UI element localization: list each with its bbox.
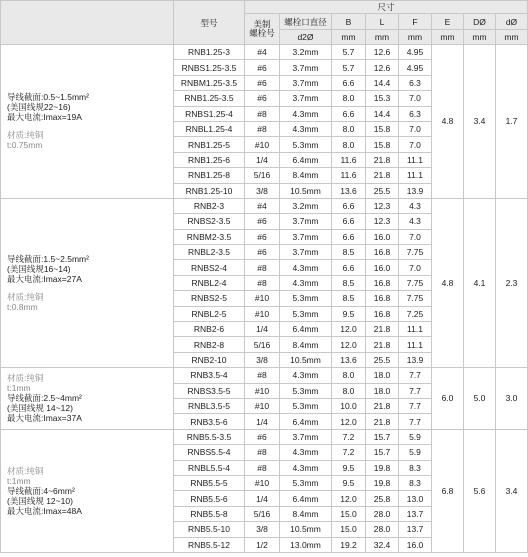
cell-L: 15.3: [366, 91, 399, 106]
cell-model: RNBL3.5-5: [174, 398, 245, 413]
cell-L: 25.8: [366, 491, 399, 506]
header-d: dØ: [496, 14, 528, 30]
cell-L: 16.8: [366, 306, 399, 321]
cell-L: 12.3: [366, 198, 399, 213]
cell-L: 16.8: [366, 291, 399, 306]
cell-L: 16.8: [366, 275, 399, 290]
cell-screw: #8: [245, 106, 280, 121]
cell-B: 12.0: [332, 337, 366, 352]
cell-F: 11.1: [399, 168, 432, 183]
cell-d2: 4.3mm: [280, 445, 332, 460]
cell-L: 14.4: [366, 75, 399, 90]
cell-F: 13.9: [399, 352, 432, 367]
cell-L: 28.0: [366, 522, 399, 537]
cell-d2: 3.7mm: [280, 91, 332, 106]
cell-screw: #10: [245, 475, 280, 490]
cell-d2: 5.3mm: [280, 475, 332, 490]
group-note-line: t:0.8mm: [7, 302, 38, 313]
header-E: E: [432, 14, 464, 30]
cell-screw: 1/4: [245, 491, 280, 506]
cell-d2: 8.4mm: [280, 168, 332, 183]
cell-d2: 6.4mm: [280, 322, 332, 337]
cell-L: 21.8: [366, 152, 399, 167]
cell-d2: 4.3mm: [280, 106, 332, 121]
cell-F: 8.3: [399, 460, 432, 475]
group-note-line: 材质:纯铜: [7, 130, 44, 141]
header-F: F: [399, 14, 432, 30]
group-note-line: t:1mm: [7, 383, 31, 394]
group-note-line: (美国线规 14~12): [7, 403, 73, 414]
cell-model: RNB1.25-10: [174, 183, 245, 198]
cell-F: 4.95: [399, 60, 432, 75]
cell-d2: 10.5mm: [280, 522, 332, 537]
cell-screw: #6: [245, 229, 280, 244]
header-dimensions: 尺寸: [245, 1, 528, 14]
cell-d2: 13.0mm: [280, 537, 332, 552]
cell-screw: #10: [245, 383, 280, 398]
cell-D-shared: 5.0: [464, 368, 496, 430]
cell-model: RNB2-6: [174, 322, 245, 337]
cell-d2: 3.2mm: [280, 198, 332, 213]
cell-E-shared: 6.0: [432, 368, 464, 430]
cell-F: 6.3: [399, 75, 432, 90]
cell-model: RNBS3.5-5: [174, 383, 245, 398]
cell-model: RNB5.5-6: [174, 491, 245, 506]
cell-F: 7.0: [399, 121, 432, 136]
cell-B: 6.6: [332, 260, 366, 275]
group-note-line: (美国线规 12~10): [7, 495, 73, 506]
cell-B: 12.0: [332, 322, 366, 337]
cell-model: RNB5.5-8: [174, 506, 245, 521]
cell-L: 15.7: [366, 429, 399, 444]
cell-screw: 5/16: [245, 506, 280, 521]
cell-B: 8.0: [332, 91, 366, 106]
group-note-line: 导线截面:0.5~1.5mm²: [7, 92, 89, 103]
cell-model: RNB2-8: [174, 337, 245, 352]
cell-B: 11.6: [332, 168, 366, 183]
cell-D-shared: 3.4: [464, 45, 496, 199]
cell-model: RNB5.5-12: [174, 537, 245, 552]
cell-model: RNBL2-3.5: [174, 245, 245, 260]
cell-F: 7.0: [399, 91, 432, 106]
group-notes: [1, 368, 174, 430]
cell-F: 11.1: [399, 322, 432, 337]
cell-model: RNB1.25-3.5: [174, 91, 245, 106]
cell-screw: #6: [245, 245, 280, 260]
cell-B: 8.0: [332, 137, 366, 152]
cell-d2: 10.5mm: [280, 352, 332, 367]
cell-B: 6.6: [332, 214, 366, 229]
cell-E-shared: 4.8: [432, 45, 464, 199]
cell-B: 10.0: [332, 398, 366, 413]
cell-screw: #8: [245, 460, 280, 475]
cell-screw: 5/16: [245, 168, 280, 183]
cell-B: 13.6: [332, 183, 366, 198]
cell-model: RNBL5.5-4: [174, 460, 245, 475]
group-note-line: 导线截面:2.5~4mm²: [7, 393, 82, 404]
cell-B: 6.6: [332, 106, 366, 121]
table-body: [1, 45, 528, 553]
cell-model: RNBS1.25-3.5: [174, 60, 245, 75]
cell-screw: #8: [245, 445, 280, 460]
cell-B: 6.6: [332, 229, 366, 244]
cell-B: 5.7: [332, 45, 366, 60]
table-header: [1, 1, 528, 45]
cell-model: RNB3.5-4: [174, 368, 245, 383]
group-notes: [1, 45, 174, 199]
cell-F: 7.0: [399, 229, 432, 244]
cell-model: RNBL2-5: [174, 306, 245, 321]
cell-E-shared: 4.8: [432, 198, 464, 367]
cell-d2: 3.7mm: [280, 214, 332, 229]
cell-d2: 3.7mm: [280, 60, 332, 75]
cell-B: 9.5: [332, 460, 366, 475]
header-blank: [1, 1, 174, 45]
cell-L: 21.8: [366, 337, 399, 352]
cell-L: 18.0: [366, 368, 399, 383]
cell-L: 15.8: [366, 121, 399, 136]
unit-d: mm: [496, 30, 528, 45]
cell-screw: 1/4: [245, 414, 280, 429]
group-note-line: 最大电流:Imax=37A: [7, 413, 82, 424]
cell-d-shared: 1.7: [496, 45, 528, 199]
cell-screw: #4: [245, 45, 280, 60]
cell-L: 15.8: [366, 137, 399, 152]
header-B: B: [332, 14, 366, 30]
cell-F: 7.0: [399, 260, 432, 275]
cell-F: 7.75: [399, 245, 432, 260]
cell-F: 7.7: [399, 383, 432, 398]
cell-B: 5.7: [332, 60, 366, 75]
cell-B: 8.0: [332, 383, 366, 398]
group-note-line: 材质:纯铜: [7, 373, 44, 384]
cell-model: RNBS2-4: [174, 260, 245, 275]
cell-model: RNB5.5-5: [174, 475, 245, 490]
cell-d2: 3.7mm: [280, 229, 332, 244]
cell-F: 7.75: [399, 275, 432, 290]
cell-B: 6.6: [332, 198, 366, 213]
cell-model: RNB1.25-5: [174, 137, 245, 152]
cell-F: 7.75: [399, 291, 432, 306]
cell-d2: 3.7mm: [280, 429, 332, 444]
cell-F: 13.7: [399, 522, 432, 537]
cell-B: 8.5: [332, 275, 366, 290]
header-stud-diameter: 螺栓口直径: [280, 14, 332, 30]
cell-D-shared: 4.1: [464, 198, 496, 367]
cell-d-shared: 3.0: [496, 368, 528, 430]
cell-model: RNBM2-3.5: [174, 229, 245, 244]
cell-model: RNB1.25-6: [174, 152, 245, 167]
cell-d2: 5.3mm: [280, 306, 332, 321]
cell-L: 12.3: [366, 214, 399, 229]
cell-d2: 6.4mm: [280, 414, 332, 429]
cell-d-shared: 3.4: [496, 429, 528, 552]
cell-d-shared: 2.3: [496, 198, 528, 367]
cell-L: 14.4: [366, 106, 399, 121]
cell-L: 28.0: [366, 506, 399, 521]
cell-B: 9.5: [332, 475, 366, 490]
cell-F: 4.3: [399, 198, 432, 213]
group-note-line: 最大电流:Imax=48A: [7, 505, 82, 516]
group-note-line: (美国线规22~16): [7, 102, 71, 113]
cell-F: 4.95: [399, 45, 432, 60]
table-row: [1, 368, 528, 383]
cell-d2: 8.4mm: [280, 506, 332, 521]
cell-L: 18.0: [366, 383, 399, 398]
cell-B: 7.2: [332, 445, 366, 460]
cell-F: 5.9: [399, 445, 432, 460]
cell-B: 19.2: [332, 537, 366, 552]
unit-D: mm: [464, 30, 496, 45]
cell-F: 13.0: [399, 491, 432, 506]
cell-model: RNBM1.25-3.5: [174, 75, 245, 90]
cell-screw: #6: [245, 429, 280, 444]
cell-F: 13.9: [399, 183, 432, 198]
cell-d2: 6.4mm: [280, 152, 332, 167]
cell-L: 21.8: [366, 168, 399, 183]
cell-d2: 5.3mm: [280, 291, 332, 306]
table-row: [1, 45, 528, 60]
cell-F: 4.3: [399, 214, 432, 229]
cell-d2: 4.3mm: [280, 275, 332, 290]
header-model: 型号: [174, 1, 245, 45]
cell-screw: 5/16: [245, 337, 280, 352]
cell-model: RNB5.5-10: [174, 522, 245, 537]
cell-d2: 5.3mm: [280, 137, 332, 152]
cell-F: 7.0: [399, 137, 432, 152]
cell-E-shared: 6.8: [432, 429, 464, 552]
cell-F: 7.7: [399, 414, 432, 429]
cell-d2: 3.2mm: [280, 45, 332, 60]
cell-B: 13.6: [332, 352, 366, 367]
group-notes: [1, 198, 174, 367]
cell-L: 21.8: [366, 322, 399, 337]
group-note-line: 最大电流:Imax=27A: [7, 274, 82, 285]
cell-F: 7.7: [399, 398, 432, 413]
cell-D-shared: 5.6: [464, 429, 496, 552]
header-D: DØ: [464, 14, 496, 30]
cell-B: 15.0: [332, 522, 366, 537]
unit-B: mm: [332, 30, 366, 45]
cell-screw: #10: [245, 398, 280, 413]
group-note-line: 材质:纯铜: [7, 292, 44, 303]
cell-B: 8.0: [332, 121, 366, 136]
cell-B: 8.5: [332, 291, 366, 306]
cell-model: RNB1.25-3: [174, 45, 245, 60]
group-note-line: 最大电流:Imax=19A: [7, 112, 82, 123]
cell-screw: #6: [245, 91, 280, 106]
cell-d2: 3.7mm: [280, 75, 332, 90]
cell-screw: #4: [245, 198, 280, 213]
cell-model: RNB5.5-3.5: [174, 429, 245, 444]
cell-model: RNBL2-4: [174, 275, 245, 290]
cell-model: RNBS1.25-4: [174, 106, 245, 121]
cell-model: RNBL1.25-4: [174, 121, 245, 136]
cell-screw: #8: [245, 260, 280, 275]
cell-screw: #10: [245, 306, 280, 321]
cell-L: 19.8: [366, 460, 399, 475]
unit-F: mm: [399, 30, 432, 45]
cell-screw: #6: [245, 60, 280, 75]
cell-model: RNB1.25-8: [174, 168, 245, 183]
table-row: [1, 198, 528, 213]
notes-spacer: [7, 284, 173, 292]
group-note-line: (美国线规16~14): [7, 264, 71, 275]
cell-d2: 5.3mm: [280, 398, 332, 413]
group-note-line: t:1mm: [7, 475, 31, 486]
cell-screw: 1/4: [245, 322, 280, 337]
cell-screw: #8: [245, 368, 280, 383]
cell-L: 32.4: [366, 537, 399, 552]
cell-d2: 5.3mm: [280, 383, 332, 398]
cell-L: 16.8: [366, 245, 399, 260]
cell-F: 8.3: [399, 475, 432, 490]
notes-spacer: [7, 122, 173, 130]
cell-L: 16.0: [366, 260, 399, 275]
cell-B: 15.0: [332, 506, 366, 521]
cell-d2: 4.3mm: [280, 260, 332, 275]
cell-F: 11.1: [399, 337, 432, 352]
unit-L: mm: [366, 30, 399, 45]
cell-model: RNB2-10: [174, 352, 245, 367]
cell-F: 6.3: [399, 106, 432, 121]
cell-B: 6.6: [332, 75, 366, 90]
cell-model: RNB2-3: [174, 198, 245, 213]
cell-B: 12.0: [332, 414, 366, 429]
group-note-line: 导线截面:4~6mm²: [7, 485, 75, 496]
cell-B: 11.6: [332, 152, 366, 167]
cell-L: 21.8: [366, 414, 399, 429]
cell-L: 12.6: [366, 60, 399, 75]
cell-L: 16.0: [366, 229, 399, 244]
cell-d2: 4.3mm: [280, 121, 332, 136]
cell-d2: 8.4mm: [280, 337, 332, 352]
cell-L: 12.6: [366, 45, 399, 60]
group-notes: [1, 429, 174, 552]
cell-screw: 3/8: [245, 522, 280, 537]
cell-d2: 10.5mm: [280, 183, 332, 198]
cell-model: RNB3.5-6: [174, 414, 245, 429]
cell-B: 9.5: [332, 306, 366, 321]
cell-L: 19.8: [366, 475, 399, 490]
cell-screw: #8: [245, 275, 280, 290]
cell-L: 25.5: [366, 183, 399, 198]
cell-L: 15.7: [366, 445, 399, 460]
cell-d2: 6.4mm: [280, 491, 332, 506]
group-note-line: t:0.75mm: [7, 140, 43, 151]
header-L: L: [366, 14, 399, 30]
unit-E: mm: [432, 30, 464, 45]
cell-model: RNBS2-3.5: [174, 214, 245, 229]
cell-F: 11.1: [399, 152, 432, 167]
group-note-line: 导线截面:1.5~2.5mm²: [7, 254, 89, 265]
cell-L: 25.5: [366, 352, 399, 367]
header-d2: d2Ø: [280, 30, 332, 45]
cell-model: RNBS5.5-4: [174, 445, 245, 460]
cell-screw: 3/8: [245, 352, 280, 367]
cell-screw: #10: [245, 137, 280, 152]
group-note-line: 材质:纯铜: [7, 465, 44, 476]
cell-screw: #8: [245, 121, 280, 136]
cell-B: 7.2: [332, 429, 366, 444]
table-row: [1, 429, 528, 444]
cell-screw: 1/2: [245, 537, 280, 552]
cell-B: 12.0: [332, 491, 366, 506]
header-screw-label: 美制 螺栓号: [249, 19, 275, 38]
cell-F: 16.0: [399, 537, 432, 552]
cell-screw: #6: [245, 214, 280, 229]
cell-F: 7.7: [399, 368, 432, 383]
cell-F: 13.7: [399, 506, 432, 521]
cell-F: 5.9: [399, 429, 432, 444]
header-screw: [245, 14, 280, 45]
cell-model: RNBS2-5: [174, 291, 245, 306]
cell-screw: 3/8: [245, 183, 280, 198]
cell-d2: 4.3mm: [280, 460, 332, 475]
cell-screw: #10: [245, 291, 280, 306]
cell-screw: #6: [245, 75, 280, 90]
cell-L: 21.8: [366, 398, 399, 413]
cell-F: 7.25: [399, 306, 432, 321]
cell-d2: 4.3mm: [280, 368, 332, 383]
cell-d2: 3.7mm: [280, 245, 332, 260]
cell-B: 8.0: [332, 368, 366, 383]
cell-B: 8.5: [332, 245, 366, 260]
cell-screw: 1/4: [245, 152, 280, 167]
